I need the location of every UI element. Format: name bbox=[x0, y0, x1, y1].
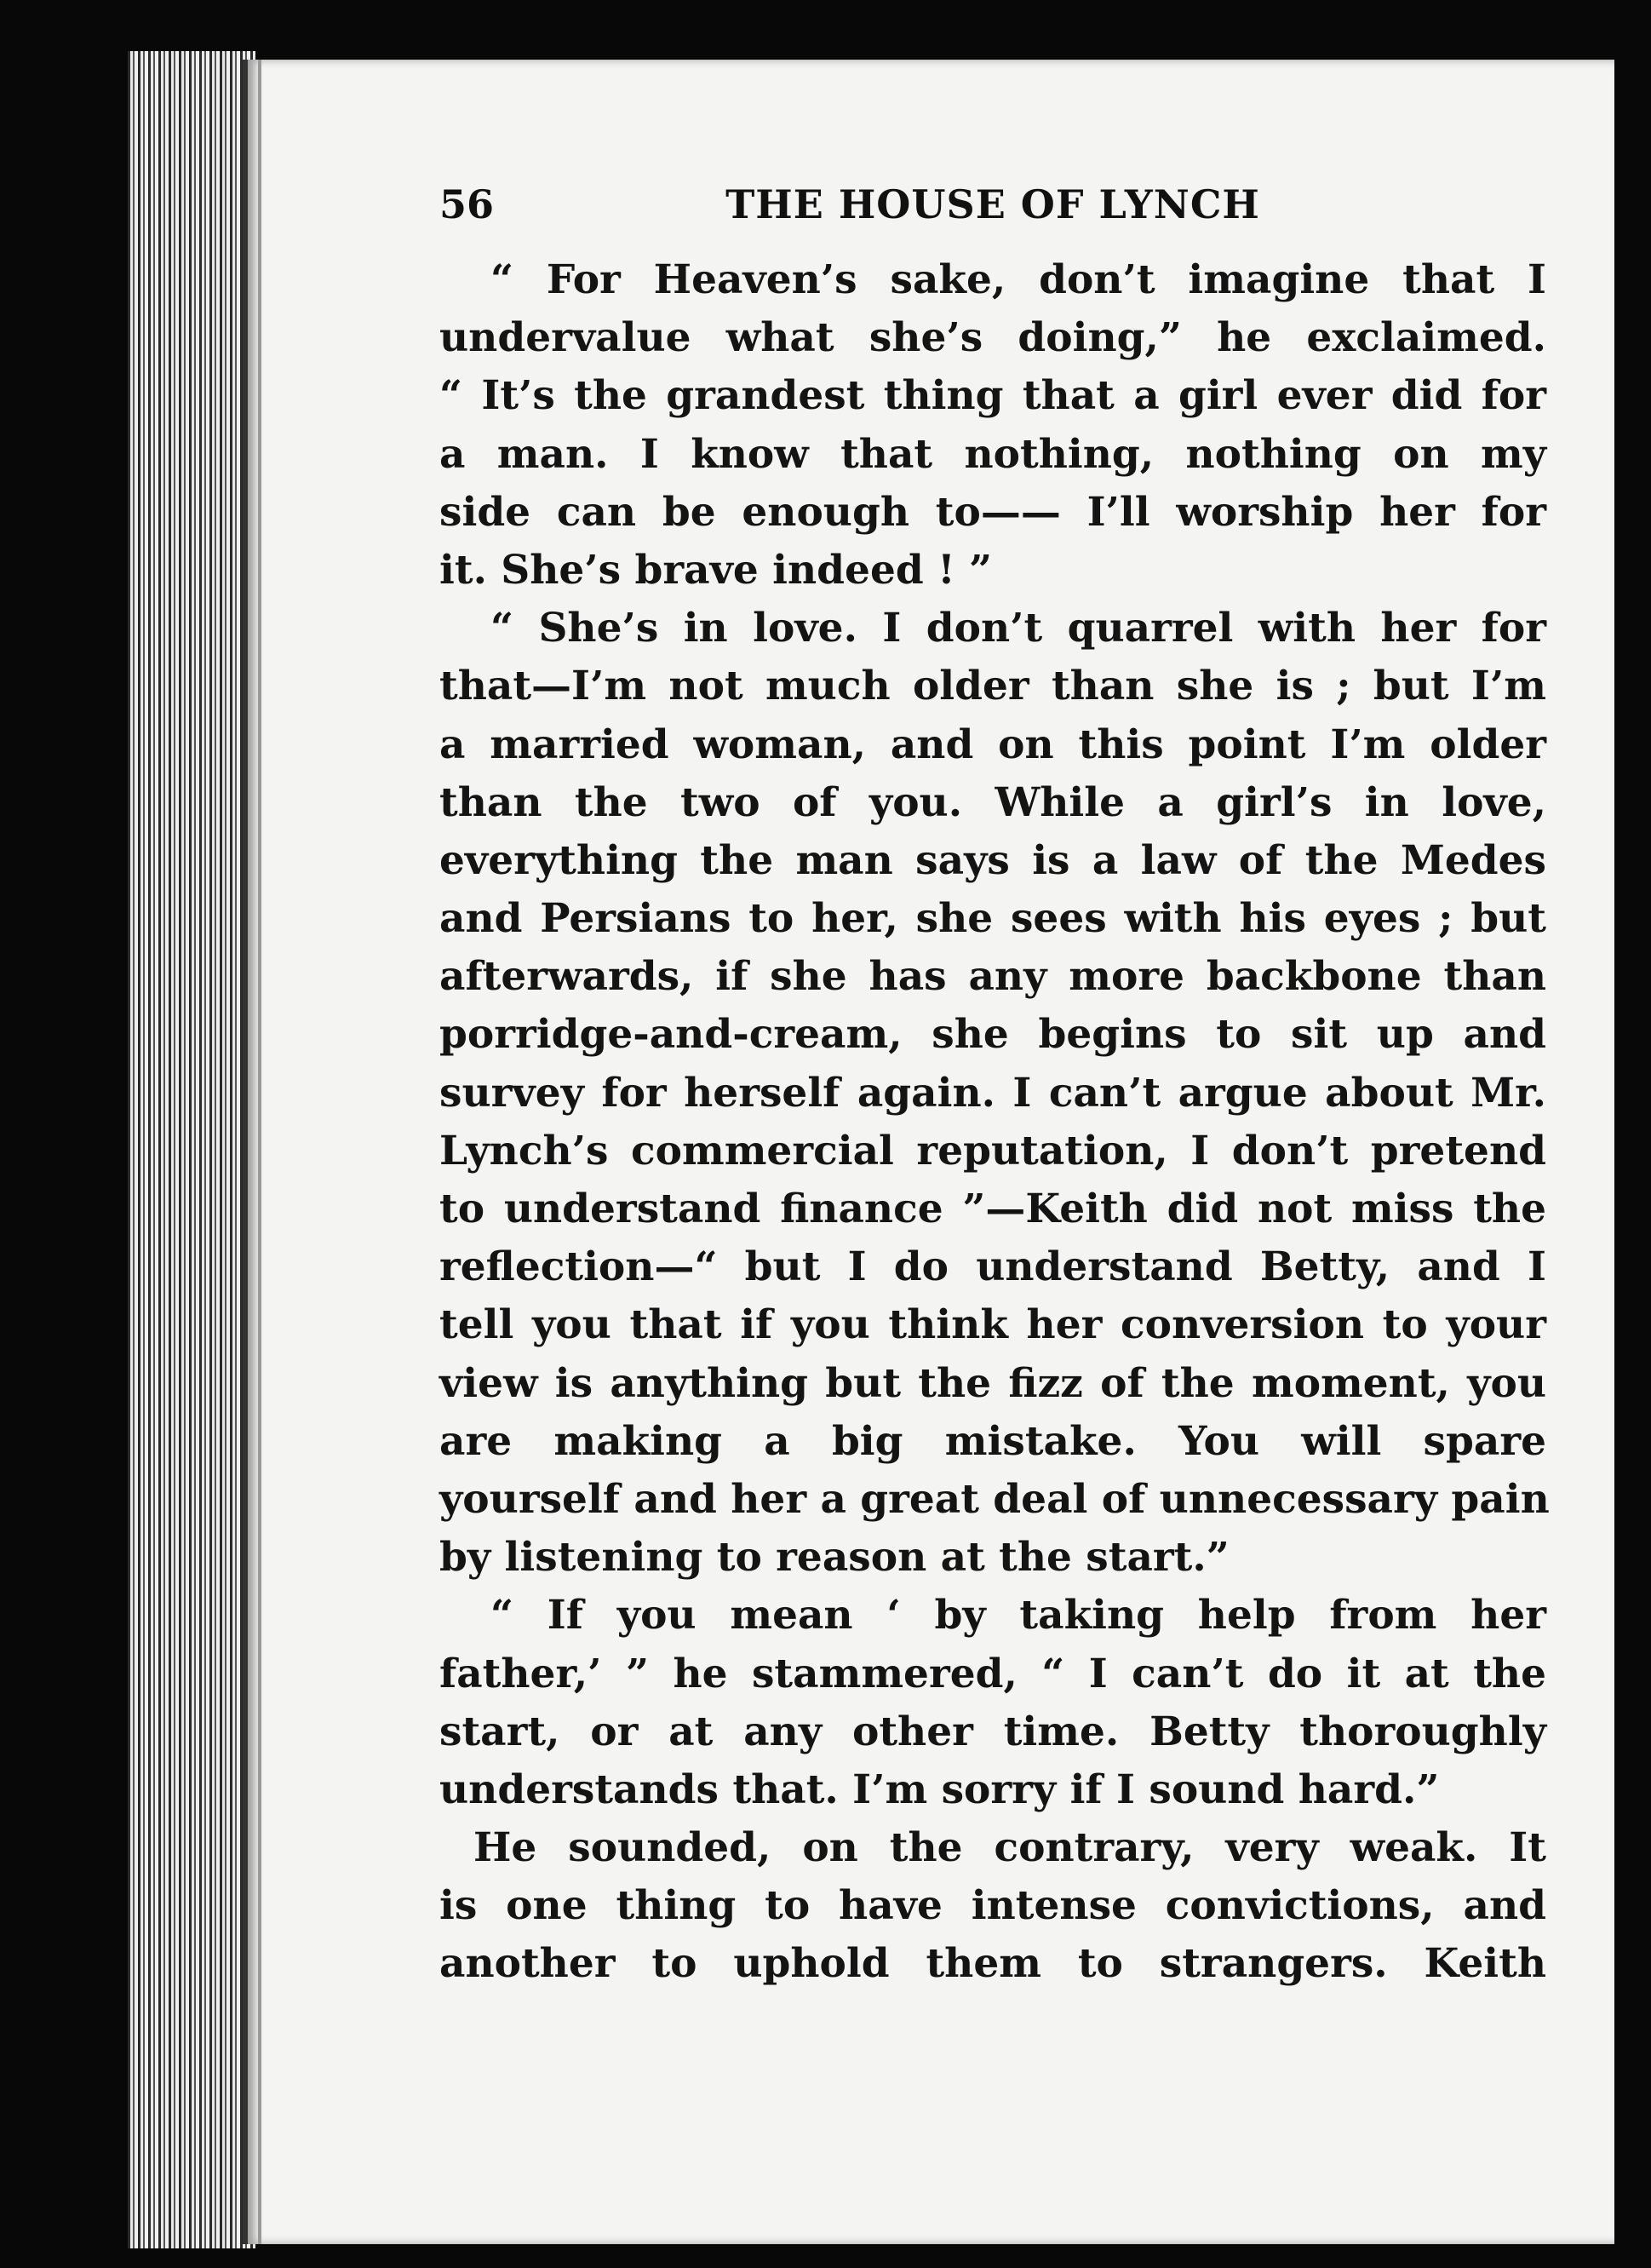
text-line: start, or at any other time. Betty thoroughly bbox=[439, 1708, 1546, 1755]
text-line: are making a big mistake. You will spare bbox=[439, 1417, 1546, 1465]
text-line: it. She’s brave indeed ! ” bbox=[439, 546, 993, 594]
text-line: to understand finance ”—Keith did not miss the bbox=[439, 1186, 1546, 1232]
text-line: undervalue what she’s doing,” he exclaimed. bbox=[439, 314, 1546, 362]
text-line: a man. I know that nothing, nothing on my bbox=[439, 430, 1546, 478]
page-header bbox=[439, 170, 1546, 238]
text-line: side can be enough to—— I’ll worship her for bbox=[439, 488, 1546, 536]
page-gutter-rule bbox=[258, 60, 261, 2244]
text-line: by listening to reason at the start.” bbox=[439, 1534, 1230, 1582]
page-number: 56 bbox=[439, 181, 495, 227]
text-line: view is anything but the fizz of the moment, you bbox=[439, 1359, 1546, 1407]
text-line: “ For Heaven’s sake, don’t imagine that I bbox=[490, 256, 1546, 303]
text-line: afterwards, if she has any more backbone than bbox=[439, 953, 1546, 1001]
book-page-edges bbox=[128, 51, 255, 2248]
text-line: is one thing to have intense convictions, and bbox=[439, 1882, 1546, 1930]
text-line: survey for herself again. I can’t argue about Mr. bbox=[439, 1069, 1546, 1117]
text-line: that—I’m not much older than she is ; but I’m bbox=[439, 663, 1546, 710]
text-line: “ She’s in love. I don’t quarrel with her for bbox=[490, 605, 1546, 652]
text-line: than the two of you. While a girl’s in love, bbox=[439, 778, 1546, 826]
text-line: understands that. I’m sorry if I sound hard.” bbox=[439, 1766, 1440, 1813]
text-line: and Persians to her, she sees with his eyes ; but bbox=[439, 895, 1546, 943]
text-line: yourself and her a great deal of unnecessary pain bbox=[439, 1475, 1550, 1523]
text-line: “ It’s the grandest thing that a girl ever did for bbox=[439, 372, 1546, 420]
running-title: THE HOUSE OF LYNCH bbox=[725, 181, 1260, 227]
body-text bbox=[439, 251, 1550, 1994]
text-line: He sounded, on the contrary, very weak. It bbox=[473, 1824, 1546, 1872]
text-line: Lynch’s commercial reputation, I don’t pretend bbox=[439, 1127, 1546, 1174]
text-line: a married woman, and on this point I’m older bbox=[439, 721, 1546, 768]
text-line: porridge-and-cream, she begins to sit up and bbox=[439, 1011, 1546, 1059]
book-page bbox=[243, 60, 1614, 2244]
text-line: father,’ ” he stammered, “ I can’t do it at the bbox=[439, 1650, 1546, 1697]
text-line: “ If you mean ‘ by taking help from her bbox=[490, 1592, 1546, 1639]
text-line: everything the man says is a law of the Medes bbox=[439, 836, 1546, 884]
text-line: reflection—“ but I do understand Betty, and I bbox=[439, 1243, 1546, 1291]
text-line: another to uphold them to strangers. Keith bbox=[439, 1940, 1546, 1988]
text-line: tell you that if you think her conversion to your bbox=[439, 1301, 1546, 1349]
